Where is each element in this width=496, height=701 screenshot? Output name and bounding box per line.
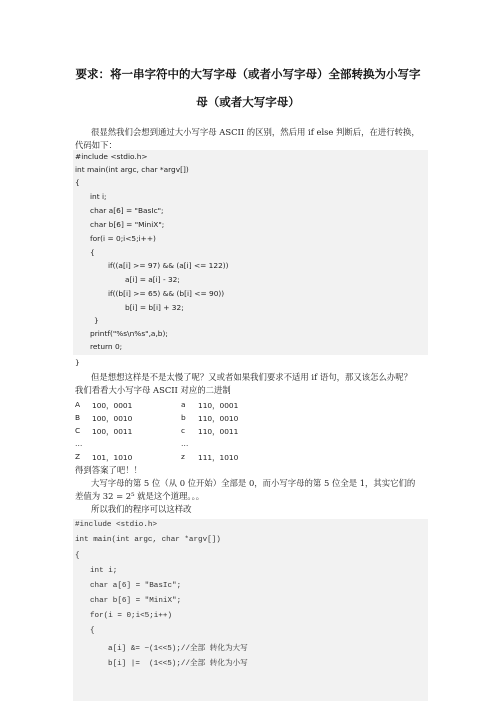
lower-letter: c bbox=[181, 426, 186, 435]
upper-letter: B bbox=[75, 413, 81, 422]
code-line: { bbox=[90, 248, 95, 257]
upper-binary: 101，1010 bbox=[92, 453, 133, 462]
page-title: 要求：将一串字符中的大写字母（或者小写字母）全部转换为小写字 bbox=[75, 67, 421, 81]
conclusion-line-2: 大写字母的第 5 位（从 0 位开始）全部是 0，而小写字母的第 5 位全是 1，其实它们的 bbox=[91, 478, 416, 488]
intro-line-1: 很显然我们会想到通过大小写字母 ASCII 的区别，然后用 if else 判断后，在进行转换， bbox=[91, 127, 420, 137]
code-line: int main(int argc, char *argv[]) bbox=[75, 536, 221, 544]
lower-letter: a bbox=[181, 400, 186, 409]
code-line: for(i = 0;i<5;i++) bbox=[90, 612, 173, 620]
upper-letter: … bbox=[75, 439, 83, 448]
mid-line-2: 我们看看大小写字母 ASCII 对应的二进制 bbox=[75, 385, 231, 395]
code-line: b[i] = b[i] + 32; bbox=[125, 303, 184, 312]
code-line: return 0; bbox=[90, 342, 123, 351]
mid-line-1: 但是想想这样是不是太慢了呢？又或者如果我们要求不适用 if 语句，那又该怎么办呢？ bbox=[91, 372, 412, 382]
upper-binary: 100，0001 bbox=[92, 401, 133, 410]
code-line: b[i] |= (1<<5);//全部 转化为小写 bbox=[108, 660, 248, 668]
code-line: } bbox=[94, 316, 99, 325]
code-line: int i; bbox=[90, 567, 118, 575]
code-line: printf("%s\n%s",a,b); bbox=[90, 329, 168, 338]
code-line: a[i] = a[i] - 32; bbox=[125, 275, 180, 284]
code-line: if((b[i] >= 65) && (b[i] <= 90)) bbox=[108, 289, 225, 298]
code-line: char a[6] = "BasIc"; bbox=[90, 582, 182, 590]
upper-binary: 100，0011 bbox=[92, 427, 133, 436]
conclusion-line-1: 得到答案了吧！！ bbox=[75, 465, 142, 475]
upper-letter: A bbox=[75, 400, 81, 409]
code-line: #include <stdio.h> bbox=[75, 152, 148, 161]
lower-binary: 110，0010 bbox=[198, 414, 239, 423]
conclusion-line-4: 所以我们的程序可以这样改 bbox=[91, 504, 192, 514]
upper-binary: 100，0010 bbox=[92, 414, 133, 423]
code-block-2 bbox=[73, 519, 428, 701]
lower-binary: 110，0001 bbox=[198, 401, 239, 410]
code-line: int i; bbox=[90, 192, 107, 201]
code-line: a[i] &= ~(1<<5);//全部 转化为大写 bbox=[108, 645, 248, 653]
code-line: #include <stdio.h> bbox=[75, 521, 158, 529]
code-line: int main(int argc, char *argv[]) bbox=[75, 165, 189, 174]
lower-letter: z bbox=[181, 452, 185, 461]
code-line: for(i = 0;i<5;i++) bbox=[90, 234, 156, 243]
lower-binary: 110，0011 bbox=[198, 427, 239, 436]
conclusion-line-3: 差值为 32 = 2⁵ 就是这个道理。。。 bbox=[75, 491, 205, 501]
upper-letter: C bbox=[75, 426, 81, 435]
lower-letter: b bbox=[181, 413, 186, 422]
upper-letter: Z bbox=[75, 452, 81, 461]
code-line: { bbox=[75, 178, 80, 187]
code-block-1 bbox=[73, 150, 428, 355]
lower-letter: … bbox=[181, 439, 189, 448]
page-title-continued: 母（或者大写字母） bbox=[196, 95, 300, 109]
code-line: } bbox=[75, 358, 80, 367]
lower-binary: 111，1010 bbox=[198, 453, 239, 462]
code-line: { bbox=[90, 627, 95, 635]
code-line: char b[6] = "MiniX"; bbox=[90, 220, 165, 229]
code-line: if((a[i] >= 97) && (a[i] <= 122)) bbox=[108, 261, 229, 270]
code-line: { bbox=[75, 552, 80, 560]
code-line: char b[6] = "MiniX"; bbox=[90, 597, 182, 605]
code-line: char a[6] = "BasIc"; bbox=[90, 206, 164, 215]
intro-line-2: 代码如下： bbox=[75, 140, 117, 150]
